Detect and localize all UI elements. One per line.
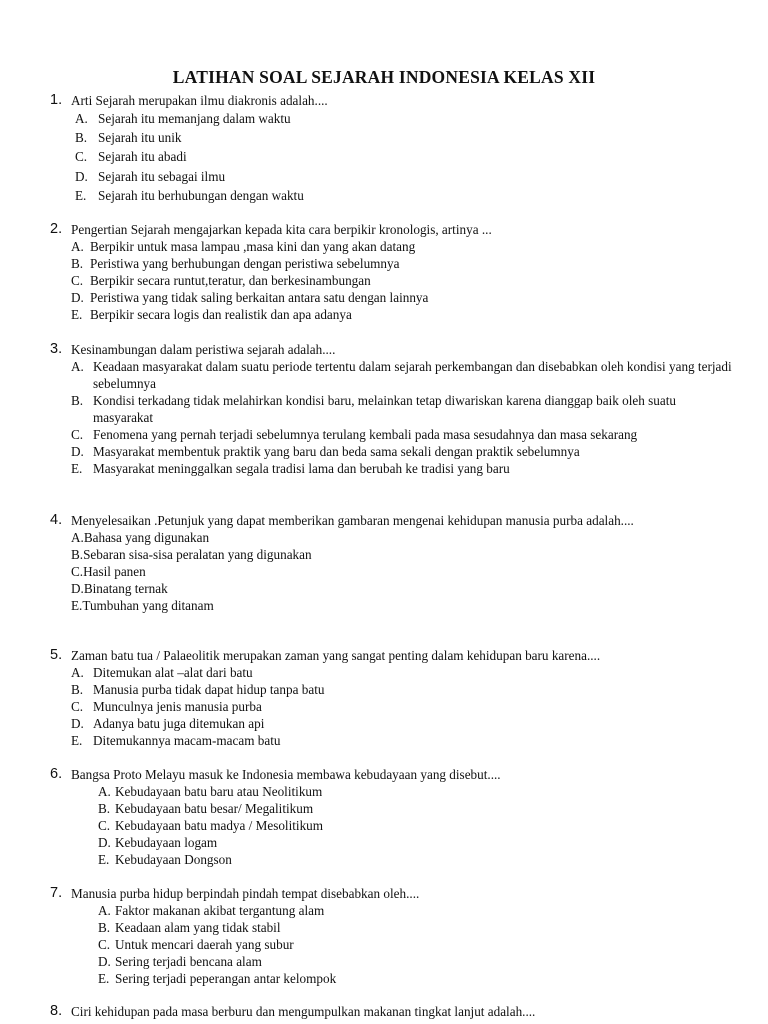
option-e: E. Sejarah itu berhubungan dengan waktu — [75, 187, 304, 203]
option-list — [50, 358, 750, 477]
option-a: A. Faktor makanan akibat tergantung alam — [98, 903, 325, 918]
question-6 — [50, 766, 750, 868]
option-c: C. Berpikir secara runtut,teratur, dan berkesinambungan — [71, 273, 371, 288]
option-list — [50, 902, 750, 987]
question-stem: Zaman batu tua / Palaeolitik merupakan zaman yang sangat penting dalam kehidupan baru karena.... — [71, 648, 601, 663]
option-list — [50, 109, 750, 205]
question-number: 3. — [50, 341, 63, 357]
option-b: B. Kondisi terkadang tidak melahirkan kondisi baru, melainkan tetap diwariskan karena dianggap baik oleh suatu masyarakat — [71, 393, 677, 425]
question-3 — [50, 341, 750, 477]
question-stem: Manusia purba hidup berpindah pindah tempat disebabkan oleh.... — [71, 886, 420, 901]
option-b: B. Manusia purba tidak dapat hidup tanpa batu — [71, 682, 325, 697]
option-d: D. Sejarah itu sebagai ilmu — [75, 168, 226, 184]
question-2 — [50, 221, 750, 323]
question-1 — [50, 92, 750, 205]
option-e: E. Ditemukannya macam-macam batu — [71, 733, 281, 748]
option-b: B. Kebudayaan batu besar/ Megalitikum — [98, 801, 314, 816]
option-a: A.Bahasa yang digunakan — [71, 530, 210, 545]
question-stem: Pengertian Sejarah mengajarkan kepada kita cara berpikir kronologis, artinya ... — [71, 222, 492, 237]
question-number: 6. — [50, 766, 63, 782]
option-a: A. Berpikir untuk masa lampau ,masa kini dan yang akan datang — [71, 239, 416, 254]
option-c: C. Kebudayaan batu madya / Mesolitikum — [98, 818, 324, 833]
question-number: 5. — [50, 647, 63, 663]
option-e: E. Kebudayaan Dongson — [98, 852, 232, 867]
option-d: D. Adanya batu juga ditemukan api — [71, 716, 265, 731]
option-list — [50, 664, 750, 749]
option-a: A. Keadaan masyarakat dalam suatu periode tertentu dalam sejarah perkembangan dan disebabkan oleh kondisi yang terjadi sebelumnya — [71, 359, 732, 391]
option-b: B.Sebaran sisa-sisa peralatan yang digunakan — [71, 547, 312, 562]
option-e: E. Berpikir secara logis dan realistik dan apa adanya — [71, 307, 352, 322]
option-a: A. Kebudayaan batu baru atau Neolitikum — [98, 784, 323, 799]
option-b: B. Keadaan alam yang tidak stabil — [98, 920, 281, 935]
option-c: C. Untuk mencari daerah yang subur — [98, 937, 294, 952]
option-e: E. Sering terjadi peperangan antar kelompok — [98, 971, 337, 986]
option-list — [50, 238, 750, 323]
question-number: 2. — [50, 221, 63, 237]
option-d: D. Masyarakat membentuk praktik yang baru dan beda sama sekali dengan praktik sebelumnya — [71, 444, 580, 459]
question-stem: Arti Sejarah merupakan ilmu diakronis adalah.... — [71, 93, 328, 108]
option-list — [50, 783, 750, 868]
option-c: C.Hasil panen — [71, 564, 146, 579]
option-c: C. Munculnya jenis manusia purba — [71, 699, 262, 714]
option-a: A. Sejarah itu memanjang dalam waktu — [75, 111, 291, 126]
option-b: B. Sejarah itu unik — [75, 130, 182, 146]
question-number: 4. — [50, 512, 63, 528]
document-title: LATIHAN SOAL SEJARAH INDONESIA KELAS XII — [172, 67, 596, 87]
option-b: B. Peristiwa yang berhubungan dengan peristiwa sebelumnya — [71, 256, 400, 271]
option-a: A. Ditemukan alat –alat dari batu — [71, 665, 253, 680]
option-d: D. Sering terjadi bencana alam — [98, 954, 262, 969]
option-list — [50, 529, 750, 614]
option-d: D.Binatang ternak — [71, 581, 168, 596]
question-4 — [50, 512, 750, 614]
option-c: C. Fenomena yang pernah terjadi sebelumnya terulang kembali pada masa sesudahnya dan masa sekarang — [71, 427, 638, 442]
question-8 — [50, 1003, 750, 1020]
question-number: 7. — [50, 885, 63, 901]
question-number: 1. — [50, 92, 63, 108]
question-7 — [50, 885, 750, 987]
question-stem: Menyelesaikan .Petunjuk yang dapat memberikan gambaran mengenai kehidupan manusia purba adalah.... — [71, 513, 634, 528]
question-5 — [50, 647, 750, 749]
question-number: 8. — [50, 1003, 63, 1019]
question-stem: Kesinambungan dalam peristiwa sejarah adalah.... — [71, 342, 336, 357]
question-stem: Ciri kehidupan pada masa berburu dan mengumpulkan makanan tingkat lanjut adalah.... — [71, 1004, 536, 1019]
option-c: C. Sejarah itu abadi — [75, 149, 187, 165]
option-d: D. Peristiwa yang tidak saling berkaitan antara satu dengan lainnya — [71, 290, 429, 305]
option-d: D. Kebudayaan logam — [98, 835, 218, 850]
question-stem: Bangsa Proto Melayu masuk ke Indonesia membawa kebudayaan yang disebut.... — [71, 767, 501, 782]
option-e: E. Masyarakat meninggalkan segala tradisi lama dan berubah ke tradisi yang baru — [71, 461, 510, 476]
option-e: E.Tumbuhan yang ditanam — [71, 598, 214, 613]
